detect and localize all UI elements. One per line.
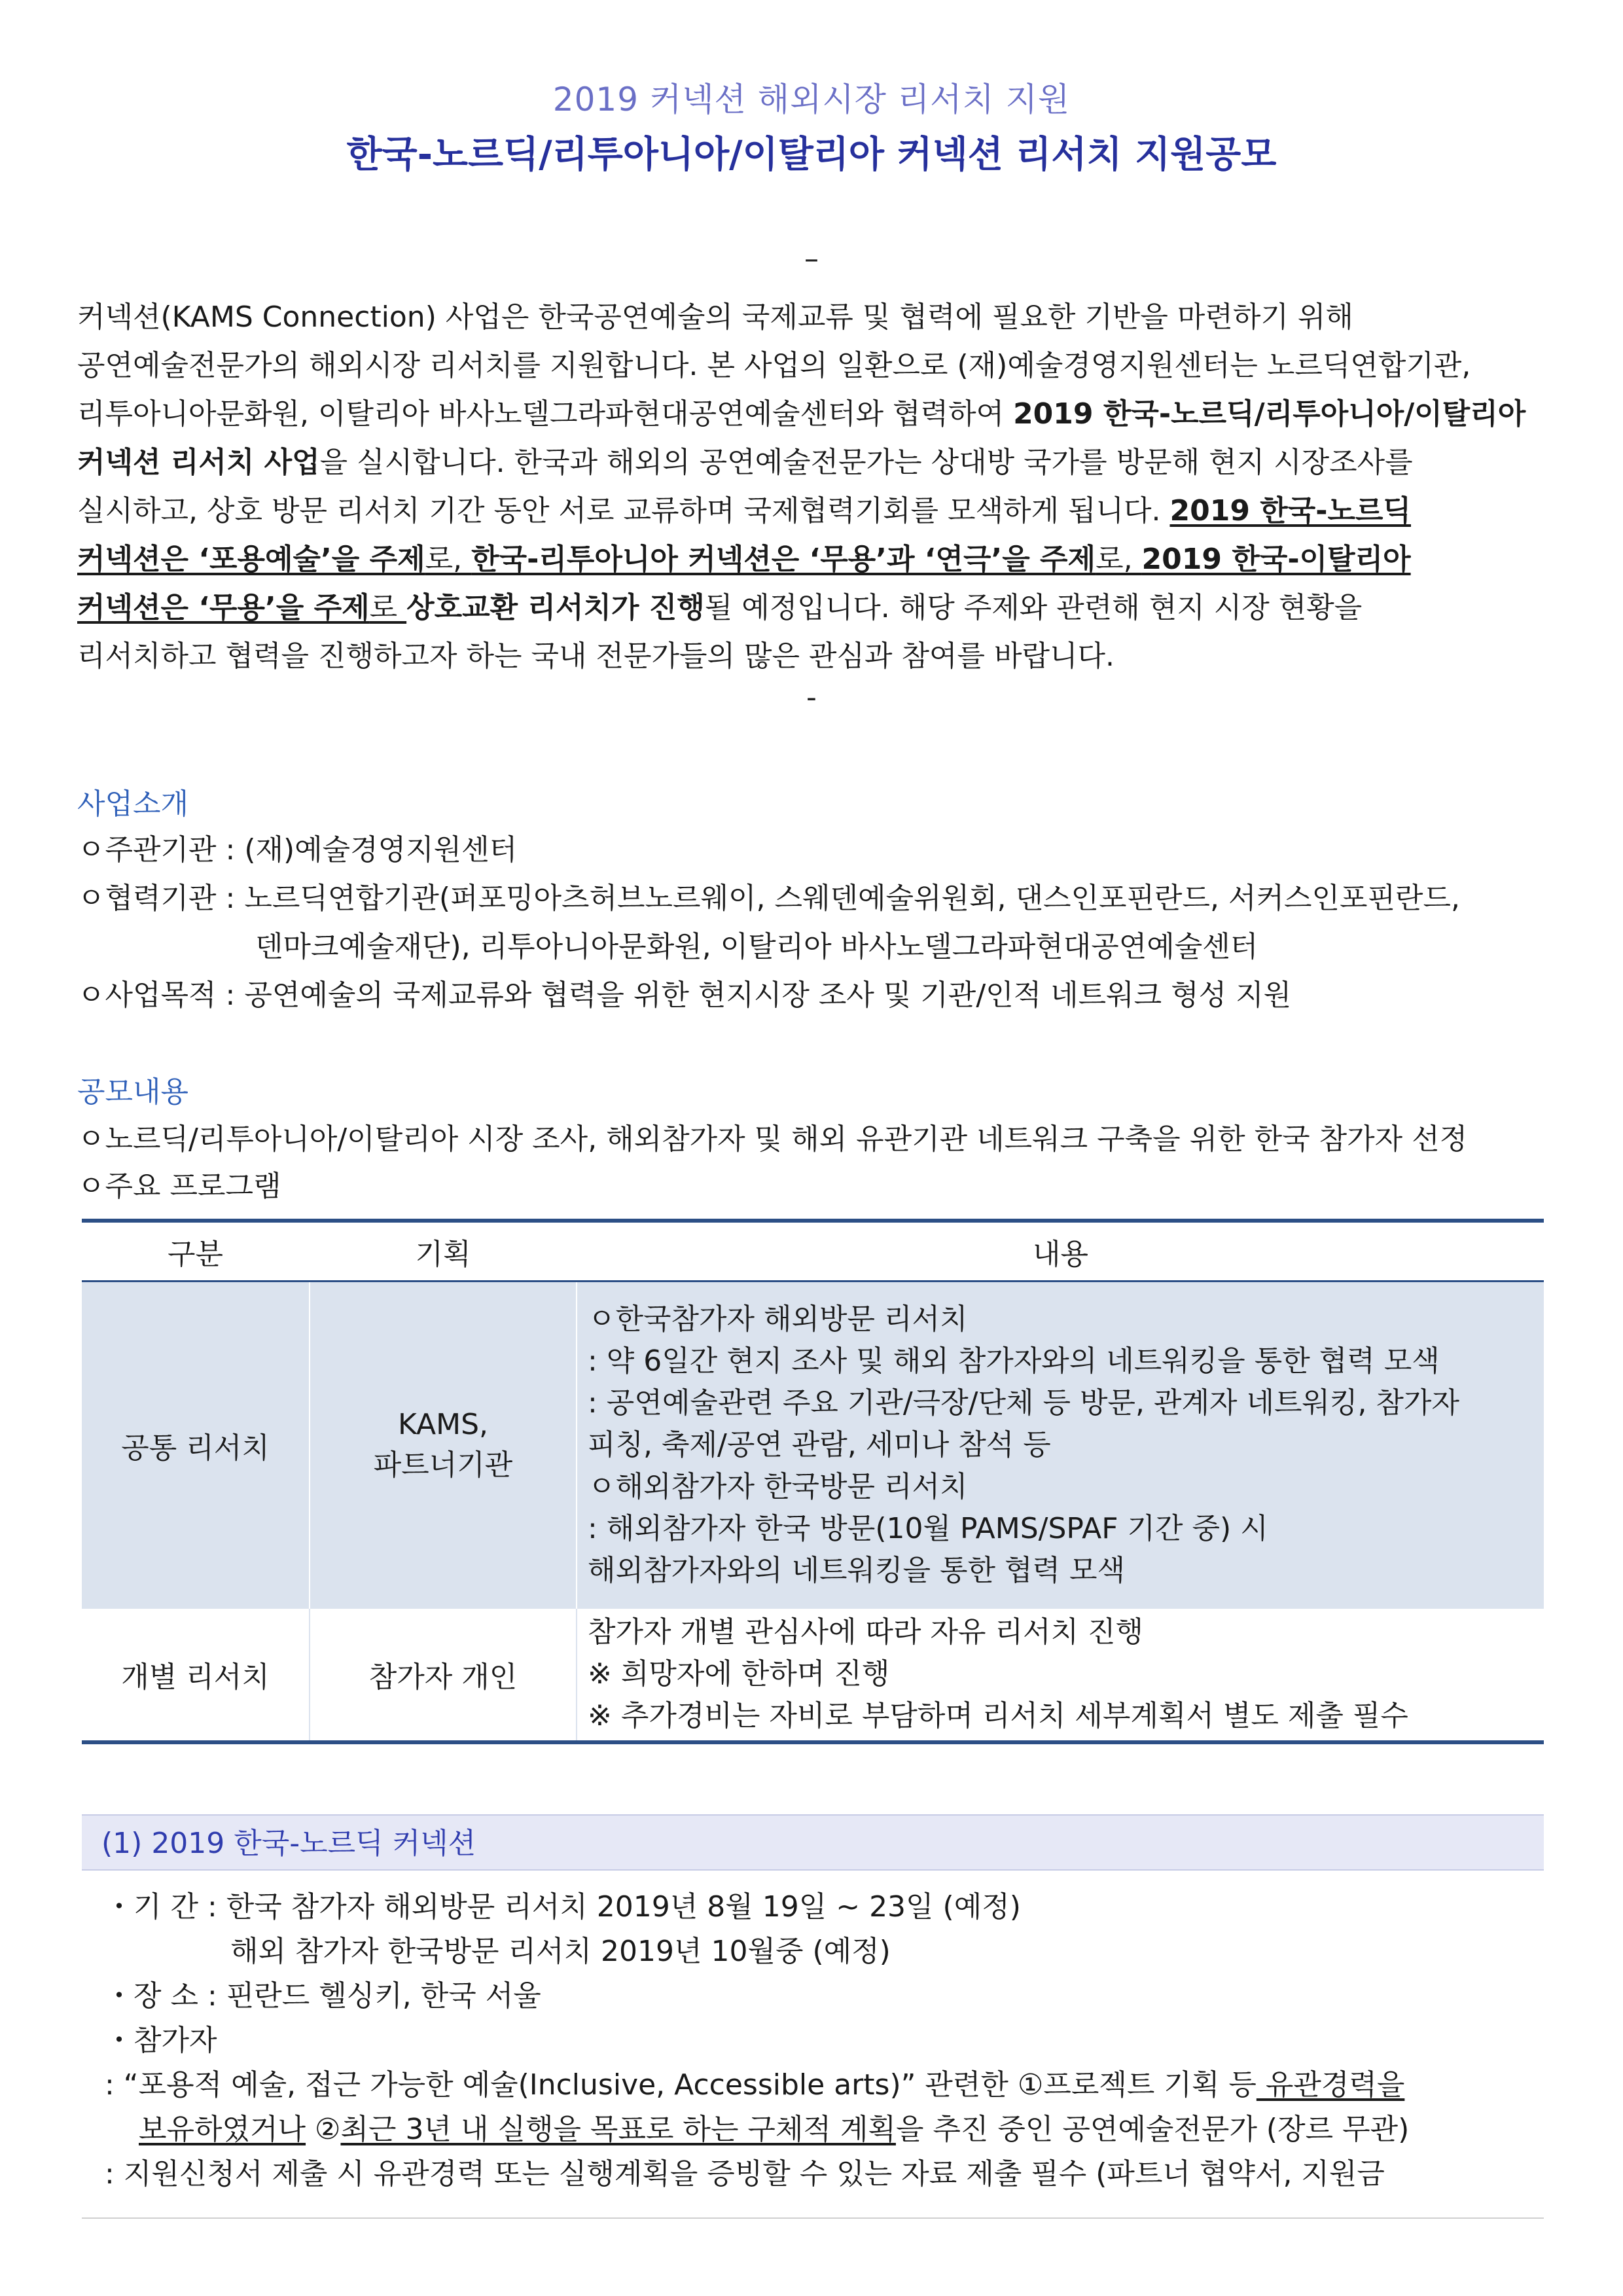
intro-line: 리투아니아문화원, 이탈리아 바사노델그라파현대공연예술센터와 협력하여 2019 한국-노르딕/리투아니아/이탈리아 — [77, 397, 1526, 431]
business-partners: ㅇ협력기관 : 노르딕연합기관(퍼포밍아츠허브노르웨이, 스웨덴예술위원회, 댄스인포핀란드, 서커스인포핀란드, — [77, 882, 1461, 915]
nordic-participants: ・참가자 — [105, 2024, 217, 2057]
business-partners-cont: 덴마크예술재단), 리투아니아문화원, 이탈리아 바사노델그라파현대공연예술센터 — [255, 930, 1258, 963]
nordic-period: ・기 간 : 한국 참가자 해외방문 리서치 2019년 8월 19일 ~ 23일 (예정) — [105, 1890, 1021, 1924]
section-heading-call: 공모내용 — [77, 1075, 189, 1109]
row-plan: KAMS, 파트너기관 — [310, 1282, 577, 1609]
intro-line: 커넥션(KAMS Connection) 사업은 한국공연예술의 국제교류 및 협력에 필요한 기반을 마련하기 위해 — [77, 300, 1353, 334]
table-header-row — [82, 1221, 1544, 1282]
intro-paragraph — [77, 293, 1556, 681]
document-subtitle: 2019 커넥션 해외시장 리서치 지원 — [552, 81, 1071, 118]
intro-line: 커넥션은 ‘무용’을 주제로 상호교환 리서치가 진행될 예정입니다. 해당 주제와 관련해 현지 시장 현황을 — [77, 591, 1363, 624]
separator-dash-bottom: - — [806, 681, 817, 714]
nordic-participants-line: : 지원신청서 제출 시 유관경력 또는 실행계획을 증빙할 수 있는 자료 제출 필수 (파트너 협약서, 지원금 — [105, 2157, 1385, 2191]
table-header-contents: 내용 — [577, 1221, 1544, 1282]
nordic-period-cont: 해외 참가자 한국방문 리서치 2019년 10월중 (예정) — [230, 1935, 891, 1968]
intro-line: 공연예술전문가의 해외시장 리서치를 지원합니다. 본 사업의 일환으로 (재)예술경영지원센터는 노르딕연합기관, — [77, 349, 1471, 382]
row-contents: ㅇ한국참가자 해외방문 리서치 : 약 6일간 현지 조사 및 해외 참가자와의 네트워킹을 통한 협력 모색 : 공연예술관련 주요 기관/극장/단체 등 방문, 관계자 네트워킹, 참가자 피칭, 축제/공연 관람, 세미나 참석 등 ㅇ해외참가자 한국방문 리서치 : 해외참가자 한국 방문(10월 PAMS/SPAF 기간 중) 시 해외참가자와의 네트워킹을 통한 협력 모색 — [577, 1282, 1544, 1609]
table-header-plan: 기획 — [310, 1221, 577, 1282]
row-plan: 참가자 개인 — [310, 1609, 577, 1742]
intro-line: 커넥션 리서치 사업을 실시합니다. 한국과 해외의 공연예술전문가는 상대방 국가를 방문해 현지 시장조사를 — [77, 446, 1413, 479]
call-programs: ㅇ주요 프로그램 — [77, 1170, 281, 1203]
intro-line: 커넥션은 ‘포용예술’을 주제로, 한국-리투아니아 커넥션은 ‘무용’과 ‘연극’을 주제로, 2019 한국-이탈리아 — [77, 543, 1411, 576]
program-table — [82, 1219, 1544, 1744]
table-header-type: 구분 — [82, 1221, 310, 1282]
intro-line: 리서치하고 협력을 진행하고자 하는 국내 전문가들의 많은 관심과 참여를 바랍니다. — [77, 639, 1115, 673]
row-type: 공통 리서치 — [82, 1282, 310, 1609]
section-heading-business: 사업소개 — [77, 787, 189, 821]
table-row — [82, 1609, 1544, 1742]
nordic-place: ・장 소 : 핀란드 헬싱키, 한국 서울 — [105, 1979, 541, 2013]
nordic-participants-line: 보유하였거나 ②최근 3년 내 실행을 목표로 하는 구체적 계획을 추진 중인 공연예술전문가 (장르 무관) — [139, 2113, 1410, 2146]
business-host: ㅇ주관기관 : (재)예술경영지원센터 — [77, 833, 518, 867]
intro-line: 실시하고, 상호 방문 리서치 기간 동안 서로 교류하며 국제협력기회를 모색하게 됩니다. 2019 한국-노르딕 — [77, 494, 1412, 528]
page-bottom-rule — [82, 2217, 1544, 2219]
call-selection: ㅇ노르딕/리투아니아/이탈리아 시장 조사, 해외참가자 및 해외 유관기관 네트워크 구축을 위한 한국 참가자 선정 — [77, 1122, 1468, 1156]
separator-dash-top: – — [804, 242, 819, 276]
row-type: 개별 리서치 — [82, 1609, 310, 1742]
table-row — [82, 1282, 1544, 1609]
row-contents: 참가자 개별 관심사에 따라 자유 리서치 진행 ※ 희망자에 한하며 진행 ※ 추가경비는 자비로 부담하며 리서치 세부계획서 별도 제출 필수 — [577, 1609, 1544, 1742]
nordic-participants-line: : “포용적 예술, 접근 가능한 예술(Inclusive, Accessible arts)” 관련한 ①프로젝트 기획 등 유관경력을 — [105, 2068, 1405, 2102]
business-purpose: ㅇ사업목적 : 공연예술의 국제교류와 협력을 위한 현지시장 조사 및 기관/인적 네트워크 형성 지원 — [77, 978, 1292, 1012]
document-title: 한국-노르딕/리투아니아/이탈리아 커넥션 리서치 지원공모 — [346, 134, 1277, 176]
nordic-details — [105, 1885, 1409, 2197]
nordic-section-header: (1) 2019 한국-노르딕 커넥션 — [82, 1814, 1544, 1871]
